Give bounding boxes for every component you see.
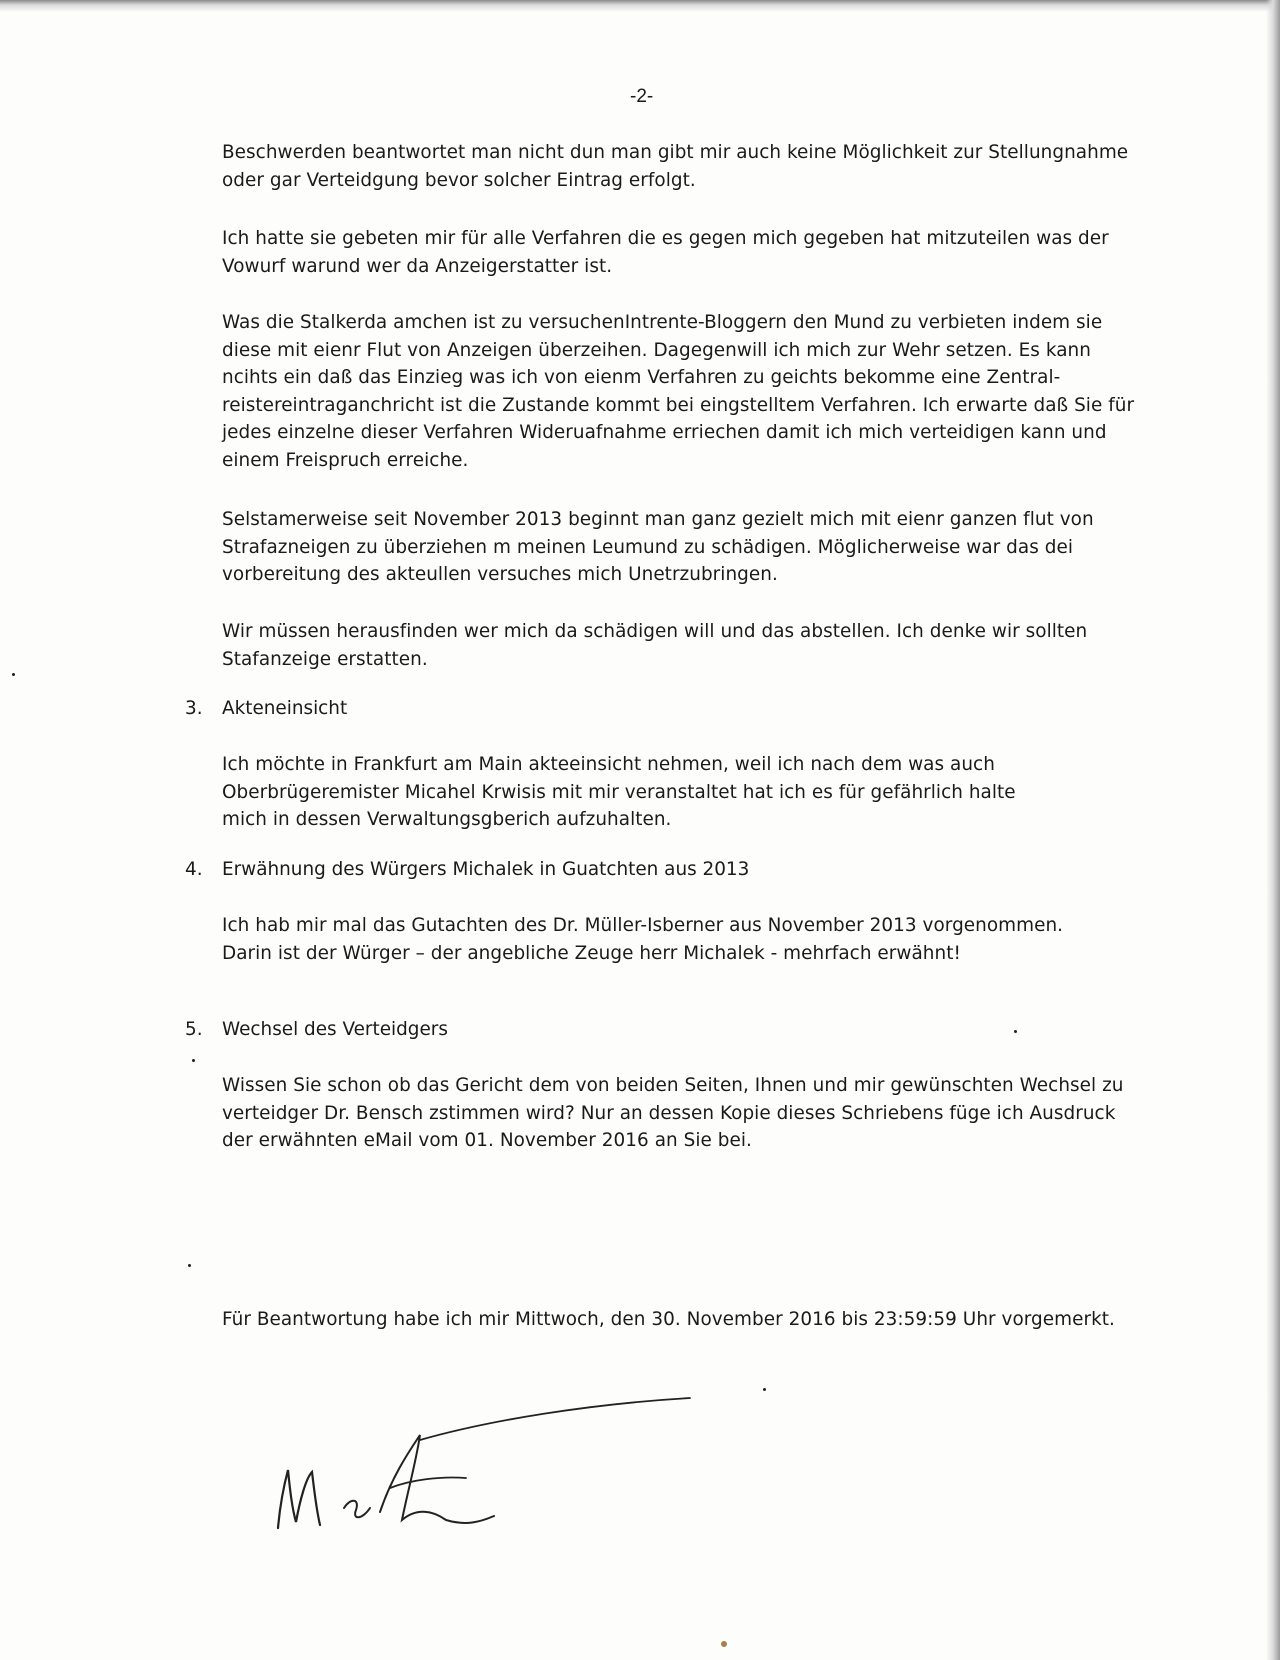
page-number: -2- [630,86,654,107]
section-body-3: Ich möchte in Frankfurt am Main akteeinsicht nehmen, weil ich nach dem was auch Oberbrügeremister Micahel Krwisis mit mir veranstaltet hat ich es für gefährlich halte mich in dessen Verwaltungsgberich aufzuhalten. [222,754,1016,830]
scan-speck [12,673,15,676]
paragraph-find-out: Wir müssen herausfinden wer mich da schädigen will und das abstellen. Ich denke wir sollten Stafanzeige erstatten. [222,621,1088,670]
section-number-4: 4. [185,859,203,880]
paragraph-request-info: Ich hatte sie gebeten mir für alle Verfahren die es gegen mich gegeben hat mitzuteilen was der Vowurf warund wer da Anzeigerstatter ist. [222,228,1109,277]
section-title-5: Wechsel des Verteidgers [222,1019,448,1040]
scan-speck [188,1264,191,1267]
closing-line: Für Beantwortung habe ich mir Mittwoch, den 30. November 2016 bis 23:59:59 Uhr vorgemerkt. [222,1309,1115,1330]
scan-speck [763,1388,766,1391]
scan-speck [192,1059,195,1062]
scan-edge-top [0,0,1280,12]
handwritten-signature [270,1380,710,1540]
paragraph-complaints: Beschwerden beantwortet man nicht dun man gibt mir auch keine Möglichkeit zur Stellungnahme oder gar Verteidgung bevor solcher Eintrag erfolgt. [222,142,1129,191]
scan-speck [1014,1030,1017,1033]
section-title-4: Erwähnung des Würgers Michalek in Guatchten aus 2013 [222,859,750,880]
scan-edge-right [1266,0,1280,1660]
scan-speck [721,1641,727,1647]
paragraph-stalker: Was die Stalkerda amchen ist zu versuchenIntrente-Bloggern den Mund zu verbieten indem sie diese mit eienr Flut von Anzeigen überzeihen. Dagegenwill ich mich zur Wehr setzen. Es kann ncihts ein daß das Einzieg was ich von eienm Verfahren zu geichts bekomme eine Zentral- reistereintraganchricht ist die Zustande kommt bei eingstelltem Verfahren. Ich erwarte daß Sie für jedes einzelne dieser Verfahren Wideruafnahme erriechen damit ich mich verteidigen kann und einem Freispruch erreiche. [222,312,1135,471]
section-body-4: Ich hab mir mal das Gutachten des Dr. Müller-Isberner aus November 2013 vorgenommen. Darin ist der Würger – der angebliche Zeuge herr Michalek - mehrfach erwähnt! [222,915,1064,964]
section-number-5: 5. [185,1019,203,1040]
section-body-5: Wissen Sie schon ob das Gericht dem von beiden Seiten, Ihnen und mir gewünschten Wechsel zu verteidger Dr. Bensch zstimmen wird? Nur an dessen Kopie dieses Schriebens füge ich Ausdruck der erwähnten eMail vom 01. November 2016 an Sie bei. [222,1075,1124,1151]
paragraph-since-2013: Selstamerweise seit November 2013 beginnt man ganz gezielt mich mit eienr ganzen flut von Strafazneigen zu überziehen m meinen Leumund zu schädigen. Möglicherweise war das dei vorbereitung des akteullen versuches mich Unetrzubringen. [222,509,1094,585]
section-number-3: 3. [185,698,203,719]
section-title-3: Akteneinsicht [222,698,348,719]
